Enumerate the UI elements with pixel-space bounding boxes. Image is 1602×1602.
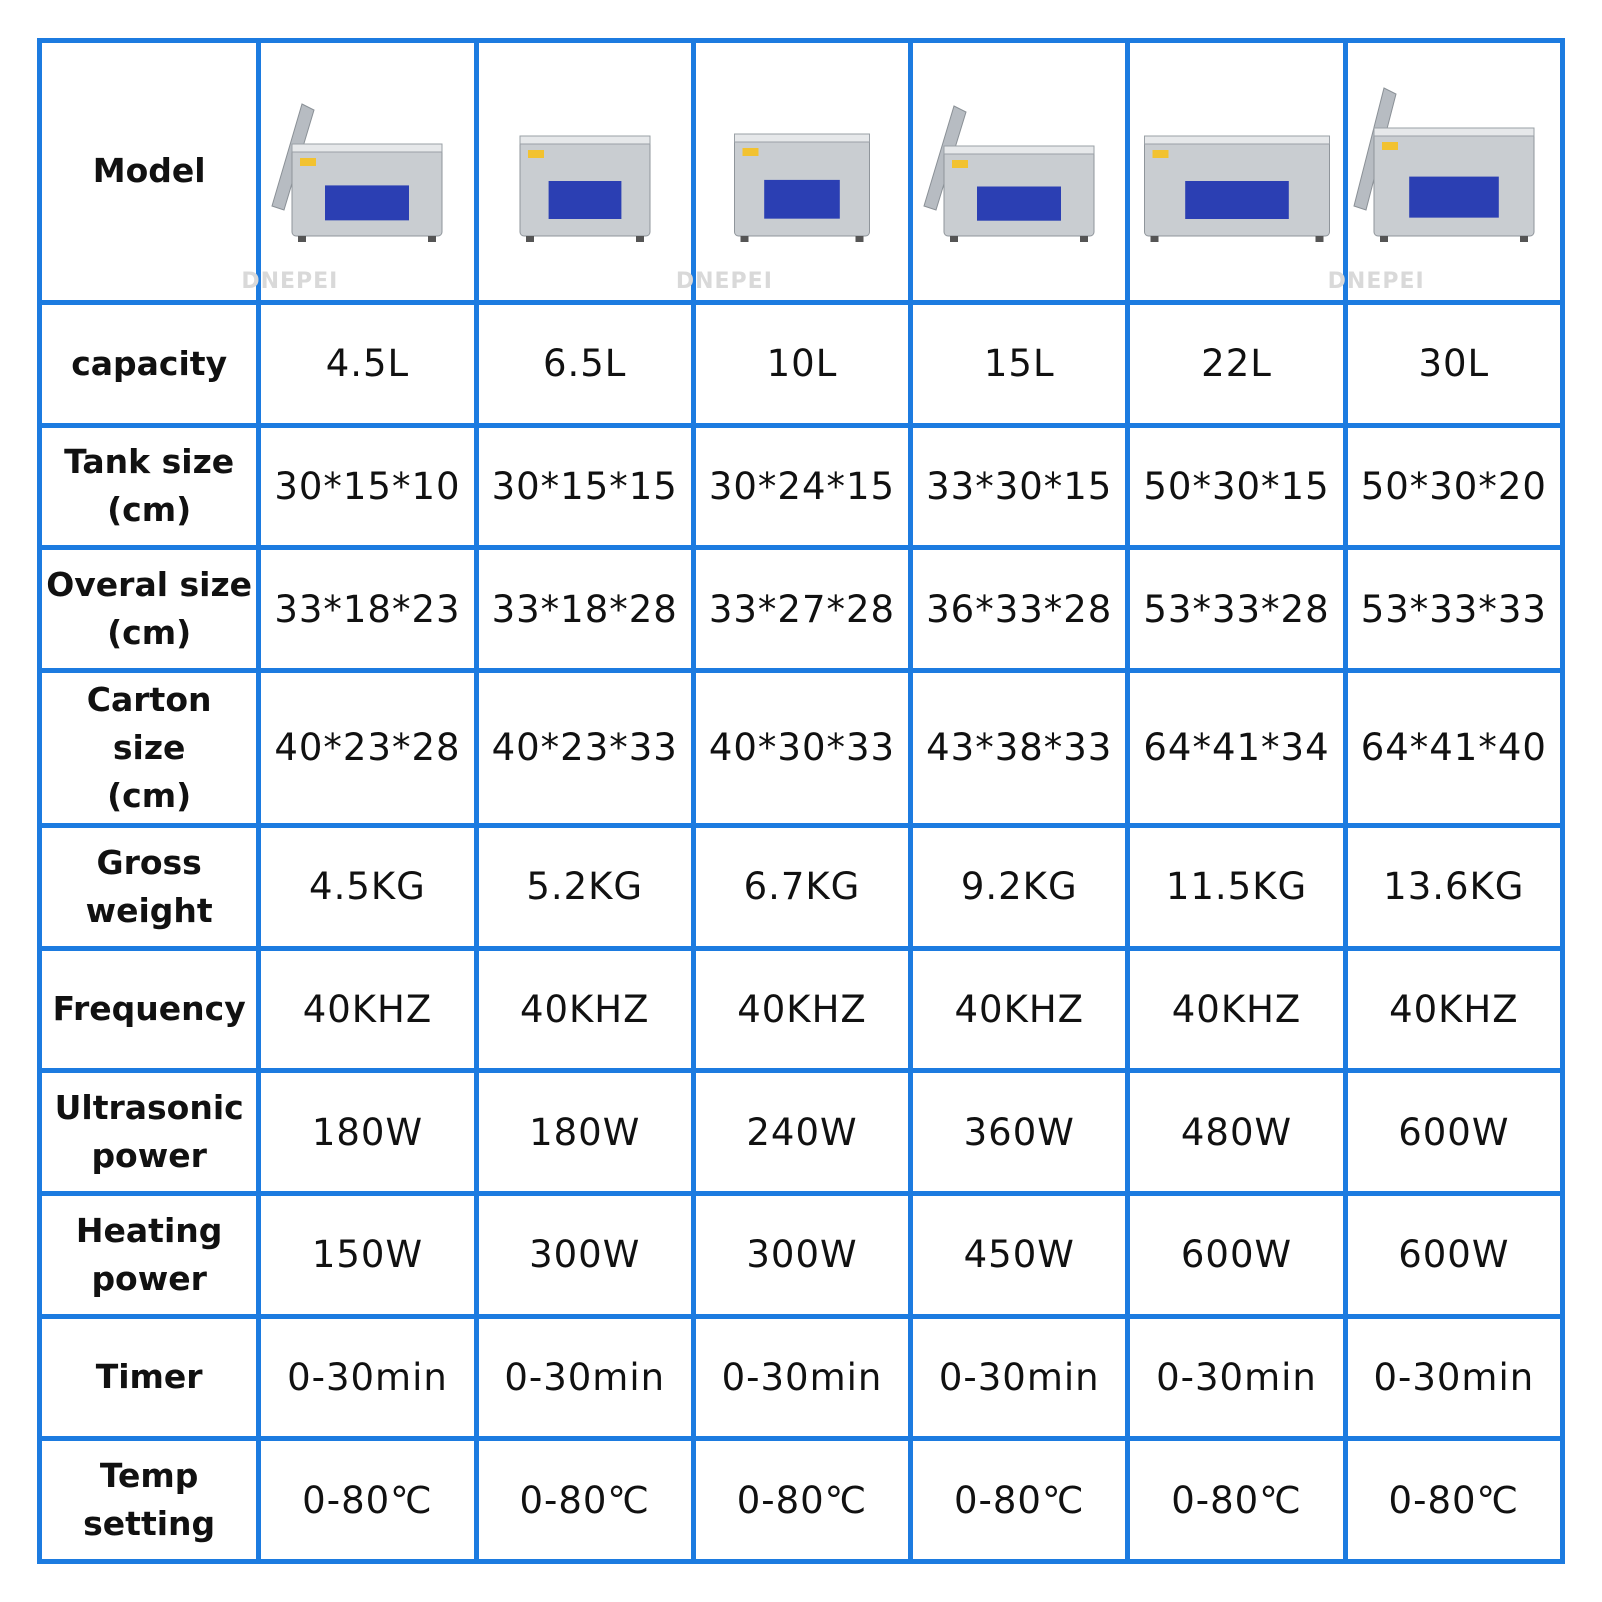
watermark: DNEPEI — [1327, 268, 1425, 294]
spec-value: 0-80℃ — [519, 1478, 650, 1522]
spec-value: 600W — [1398, 1110, 1510, 1154]
spec-value: 40KHZ — [302, 987, 433, 1031]
ultrasonic-cleaner-10l-image — [707, 86, 897, 256]
spec-value: 0-80℃ — [302, 1478, 433, 1522]
spec-value: 40KHZ — [519, 987, 650, 1031]
spec-comparison-table — [37, 38, 1565, 1564]
ultrasonic-cleaner-30l-image — [1359, 86, 1549, 256]
spec-row-label-line: setting — [83, 1504, 216, 1544]
spec-value-cell — [693, 548, 910, 671]
spec-value-cell — [693, 1316, 910, 1439]
spec-row — [40, 548, 1563, 671]
spec-value-cell — [259, 1071, 476, 1194]
spec-row — [40, 671, 1563, 826]
spec-value: 0-30min — [1156, 1355, 1317, 1399]
spec-value: 33*27*28 — [708, 587, 896, 631]
spec-value-cell — [259, 825, 476, 948]
spec-row-label-line: Heating — [75, 1210, 223, 1250]
spec-value: 33*30*15 — [926, 464, 1113, 508]
spec-value-cell — [476, 302, 693, 425]
spec-value: 33*18*28 — [491, 587, 678, 631]
spec-value: 600W — [1180, 1233, 1293, 1277]
spec-value-cell — [1345, 948, 1562, 1071]
spec-row-label-line: Gross — [96, 842, 202, 882]
spec-row-label — [40, 425, 259, 548]
spec-value-cell — [476, 1071, 693, 1194]
spec-value-cell — [693, 1439, 910, 1562]
spec-value: 30*15*10 — [274, 464, 461, 508]
spec-value: 0-80℃ — [736, 1478, 868, 1522]
spec-value: 22L — [1201, 342, 1272, 386]
spec-value: 360W — [963, 1110, 1075, 1154]
spec-value-cell — [476, 1193, 693, 1316]
spec-value-cell — [1345, 1316, 1562, 1439]
spec-value: 10L — [766, 342, 838, 386]
model-image-cell — [675, 41, 910, 303]
spec-value: 40KHZ — [1389, 987, 1519, 1031]
spec-row-label-line: Overal size — [46, 565, 253, 605]
spec-value-cell — [911, 302, 1128, 425]
spec-value-cell — [693, 425, 910, 548]
spec-value-cell — [911, 1439, 1128, 1562]
spec-value: 4.5KG — [309, 865, 426, 909]
spec-value: 240W — [746, 1110, 858, 1154]
spec-value-cell — [476, 948, 693, 1071]
watermark: DNEPEI — [675, 268, 773, 294]
spec-value-cell — [259, 548, 476, 671]
spec-value-cell — [693, 825, 910, 948]
spec-value-cell — [1128, 548, 1345, 671]
spec-value: 40*23*28 — [274, 726, 461, 770]
model-image-cell — [911, 41, 1128, 303]
spec-value: 53*33*33 — [1360, 587, 1547, 631]
spec-value: 13.6KG — [1383, 865, 1525, 909]
spec-value: 43*38*33 — [926, 726, 1113, 770]
spec-value: 6.7KG — [743, 865, 861, 909]
spec-row — [40, 1439, 1563, 1562]
spec-value: 0-80℃ — [953, 1478, 1085, 1522]
spec-row-label-line: Temp — [99, 1456, 199, 1496]
spec-row-label — [40, 825, 259, 948]
spec-value: 40*30*33 — [708, 726, 896, 770]
spec-value: 50*30*15 — [1143, 464, 1330, 508]
spec-value-cell — [1128, 948, 1345, 1071]
spec-row-label — [40, 302, 259, 425]
spec-value-cell — [911, 671, 1128, 826]
spec-value-cell — [259, 948, 476, 1071]
spec-row-label-line: power — [91, 1136, 207, 1176]
spec-row-label-line: power — [91, 1258, 207, 1298]
model-image-cell — [476, 41, 693, 303]
spec-row-label-line: Tank size — [64, 442, 235, 482]
ultrasonic-cleaner-15l-image — [924, 86, 1114, 256]
spec-value-cell — [259, 1316, 476, 1439]
ultrasonic-cleaner-4-5l-image — [272, 86, 462, 256]
spec-value-cell — [1345, 302, 1562, 425]
model-image-cell — [1327, 41, 1562, 303]
model-image-cell — [241, 41, 476, 303]
spec-row — [40, 1071, 1563, 1194]
spec-value: 0-30min — [504, 1355, 666, 1399]
spec-value-cell — [476, 671, 693, 826]
spec-value-cell — [1128, 1439, 1345, 1562]
spec-row-label-line: (cm) — [107, 775, 192, 815]
spec-value: 40KHZ — [1171, 987, 1302, 1031]
spec-value: 450W — [963, 1233, 1075, 1277]
spec-value: 40KHZ — [737, 987, 867, 1031]
spec-value-cell — [259, 302, 476, 425]
spec-value-cell — [1345, 825, 1562, 948]
spec-row — [40, 825, 1563, 948]
spec-value-cell — [476, 425, 693, 548]
spec-value: 36*33*28 — [926, 587, 1113, 631]
spec-value: 180W — [529, 1110, 641, 1154]
spec-row-label — [40, 1071, 259, 1194]
spec-row-label-line: weight — [85, 890, 213, 930]
spec-row-label-line: (cm) — [107, 613, 192, 653]
spec-value: 11.5KG — [1165, 865, 1308, 909]
spec-value-cell — [1128, 1071, 1345, 1194]
spec-value-cell — [1128, 1193, 1345, 1316]
spec-value-cell — [911, 1316, 1128, 1439]
spec-value-cell — [911, 1193, 1128, 1316]
spec-value: 53*33*28 — [1143, 587, 1330, 631]
ultrasonic-cleaner-6-5l-image — [490, 86, 680, 256]
spec-row-label-line: Ultrasonic — [54, 1088, 244, 1128]
spec-value: 150W — [311, 1233, 424, 1277]
spec-value: 6.5L — [542, 342, 627, 386]
spec-value: 33*18*23 — [274, 587, 461, 631]
spec-value: 0-30min — [1373, 1355, 1535, 1399]
spec-row — [40, 1193, 1563, 1316]
spec-value: 64*41*34 — [1143, 726, 1330, 770]
spec-value: 30*24*15 — [708, 464, 896, 508]
spec-row — [40, 948, 1563, 1071]
spec-row-label — [40, 1316, 259, 1439]
spec-value: 0-30min — [938, 1355, 1100, 1399]
spec-value: 0-80℃ — [1388, 1478, 1520, 1522]
spec-row-label-line: Carton size — [86, 679, 212, 767]
spec-row — [40, 425, 1563, 548]
spec-value: 64*41*40 — [1360, 726, 1547, 770]
spec-value-cell — [476, 1316, 693, 1439]
spec-value-cell — [693, 1193, 910, 1316]
spec-value-cell — [693, 1071, 910, 1194]
spec-value-cell — [476, 1439, 693, 1562]
spec-value: 40KHZ — [954, 987, 1084, 1031]
spec-value-cell — [911, 825, 1128, 948]
spec-value: 480W — [1180, 1110, 1293, 1154]
spec-value-cell — [259, 671, 476, 826]
spec-row-label — [40, 548, 259, 671]
model-header-label: Model — [40, 41, 259, 303]
spec-row-label — [40, 1193, 259, 1316]
watermark: DNEPEI — [241, 268, 339, 294]
spec-value: 15L — [983, 342, 1055, 386]
spec-row-label-line: Timer — [95, 1357, 203, 1397]
spec-value-cell — [259, 1193, 476, 1316]
spec-value-cell — [911, 425, 1128, 548]
spec-value-cell — [1128, 825, 1345, 948]
spec-value: 600W — [1398, 1233, 1510, 1277]
spec-row-label-line: Frequency — [52, 989, 246, 1029]
spec-value: 0-80℃ — [1171, 1478, 1302, 1522]
spec-value-cell — [693, 302, 910, 425]
spec-value: 40*23*33 — [491, 726, 678, 770]
spec-value-cell — [911, 548, 1128, 671]
spec-value: 0-30min — [287, 1355, 448, 1399]
spec-value-cell — [1128, 671, 1345, 826]
spec-value-cell — [1345, 1193, 1562, 1316]
spec-row — [40, 302, 1563, 425]
ultrasonic-cleaner-22l-image — [1142, 86, 1332, 256]
spec-value: 30*15*15 — [491, 464, 678, 508]
spec-value-cell — [911, 948, 1128, 1071]
spec-value-cell — [1128, 302, 1345, 425]
spec-value: 180W — [311, 1110, 424, 1154]
model-image-cell — [1128, 41, 1345, 303]
spec-value-cell — [259, 1439, 476, 1562]
spec-value-cell — [1345, 548, 1562, 671]
spec-value-cell — [259, 425, 476, 548]
spec-value-cell — [1128, 1316, 1345, 1439]
spec-value: 9.2KG — [960, 865, 1078, 909]
spec-value-cell — [1128, 425, 1345, 548]
spec-value-cell — [1345, 1071, 1562, 1194]
spec-value-cell — [693, 671, 910, 826]
spec-value: 300W — [746, 1233, 858, 1277]
spec-value-cell — [1345, 1439, 1562, 1562]
spec-row-label — [40, 1439, 259, 1562]
spec-value-cell — [1345, 425, 1562, 548]
spec-value-cell — [476, 825, 693, 948]
spec-value-cell — [693, 948, 910, 1071]
model-row — [40, 41, 1563, 303]
spec-value: 300W — [529, 1233, 641, 1277]
spec-value: 4.5L — [325, 342, 410, 386]
spec-row-label — [40, 948, 259, 1071]
spec-value-cell — [911, 1071, 1128, 1194]
spec-row-label-line: capacity — [71, 343, 228, 383]
spec-value: 30L — [1418, 342, 1490, 386]
spec-value-cell — [476, 548, 693, 671]
spec-value: 5.2KG — [526, 865, 644, 909]
spec-row — [40, 1316, 1563, 1439]
spec-value: 50*30*20 — [1360, 464, 1547, 508]
spec-value: 0-30min — [721, 1355, 883, 1399]
spec-row-label-line: (cm) — [107, 490, 192, 530]
spec-row-label — [40, 671, 259, 826]
spec-value-cell — [1345, 671, 1562, 826]
